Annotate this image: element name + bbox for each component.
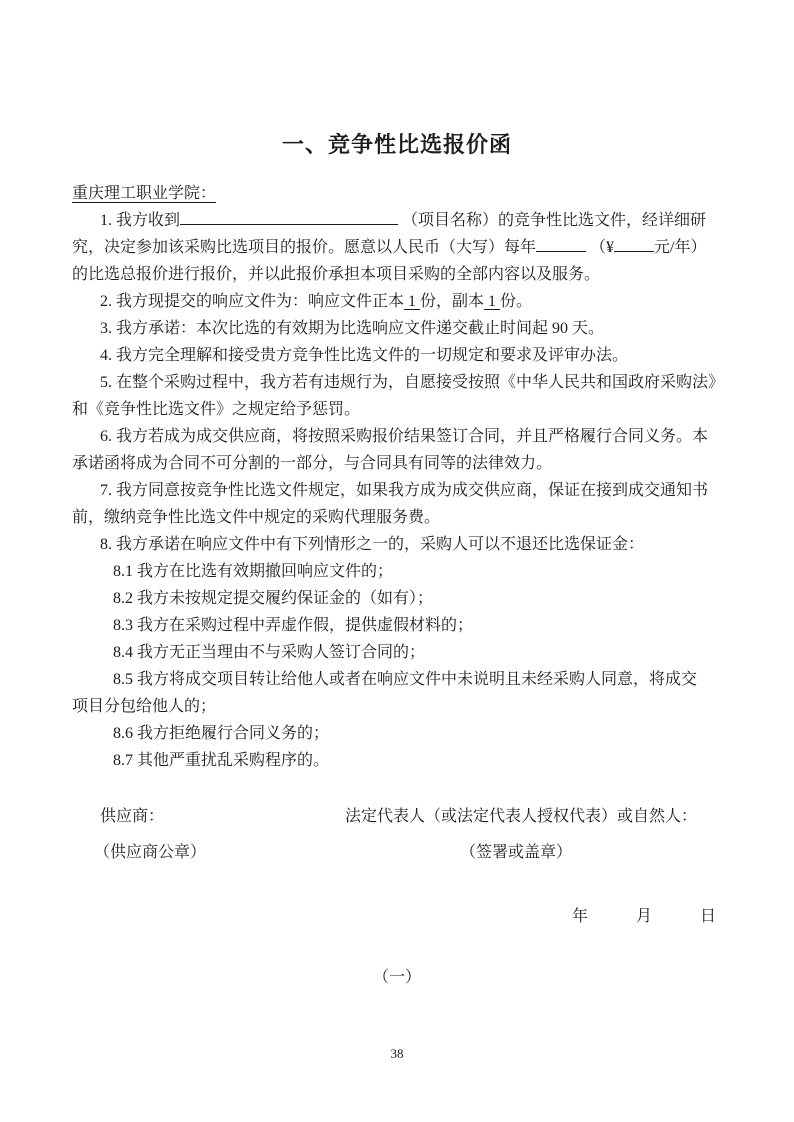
doc-line [72, 423, 722, 450]
text-run: 承诺函将成为合同不可分割的一部分，与合同具有同等的法律效力。 [72, 455, 553, 472]
doc-line [72, 666, 722, 693]
doc-line [72, 207, 722, 234]
doc-line [72, 261, 722, 288]
doc-line [72, 504, 722, 531]
text-run: （项目名称）的竞争性比选文件，经详细研 [398, 212, 707, 229]
sign-or-seal-label: （签署或盖章） [460, 844, 573, 861]
supplier-label: 供应商： [100, 808, 165, 825]
fill-in-blank [536, 235, 586, 252]
doc-line [72, 342, 722, 369]
text-run: 的比选总报价进行报价，并以此报价承担本项目采购的全部内容以及服务。 [72, 266, 601, 283]
doc-line [72, 639, 722, 666]
doc-line [72, 477, 722, 504]
doc-line [72, 234, 722, 261]
doc-line [72, 531, 722, 558]
text-run: 8.4 我方无正当理由不与采购人签订合同的； [113, 644, 426, 661]
legal-representative-label: 法定代表人（或法定代表人授权代表）或自然人： [345, 808, 698, 825]
text-run: 项目分包给他人的； [72, 698, 217, 715]
text-run: 元/年） [654, 239, 707, 256]
text-run: 份，副本 [420, 293, 485, 310]
text-run: 和《竞争性比选文件》之规定给予惩罚。 [72, 401, 361, 418]
doc-line [72, 396, 722, 423]
text-run: 6. 我方若成为成交供应商，将按照采购报价结果签订合同，并且严格履行合同义务。本 [100, 428, 709, 445]
text-run: 1. 我方收到 [100, 212, 181, 229]
fill-in-blank [180, 208, 398, 225]
signature-row-2 [72, 842, 722, 864]
date-line: 年 月 日 [571, 908, 716, 925]
doc-line [72, 288, 722, 315]
doc-line [72, 315, 722, 342]
underlined-value: 1 [404, 293, 421, 310]
text-run: 8.2 我方未按规定提交履约保证金的（如有）； [113, 590, 434, 607]
doc-line [72, 585, 722, 612]
text-run: 究，决定参加该采购比选项目的报价。愿意以人民币（大写）每年 [72, 239, 537, 256]
fill-in-blank [614, 235, 654, 252]
text-run: 8.6 我方拒绝履行合同义务的； [113, 725, 330, 742]
text-run: 8. 我方承诺在响应文件中有下列情形之一的，采购人可以不退还比选保证金： [100, 536, 645, 553]
signature-row-1 [72, 806, 722, 828]
text-run: 8.1 我方在比选有效期撤回响应文件的； [113, 563, 394, 580]
text-run: 8.5 我方将成交项目转让给他人或者在响应文件中未说明且未经采购人同意，将成交 [113, 671, 698, 688]
page-title: 一、竞争性比选报价函 [281, 132, 512, 157]
text-run: 8.3 我方在采购过程中弄虚作假，提供虚假材料的； [113, 617, 474, 634]
doc-line [72, 720, 722, 747]
text-run: 7. 我方同意按竞争性比选文件规定，如果我方成为成交供应商，保证在接到成交通知书 [100, 482, 709, 499]
footer-section-mark: （一） [372, 969, 421, 986]
salutation: 重庆理工职业学院： [72, 185, 217, 202]
doc-line [72, 450, 722, 477]
underlined-value: 1 [484, 293, 501, 310]
text-run: （¥ [586, 239, 615, 256]
text-run: 份。 [500, 293, 533, 310]
doc-line [72, 693, 722, 720]
text-run: 2. 我方现提交的响应文件为：响应文件正本 [100, 293, 405, 310]
doc-line [72, 369, 725, 396]
text-run: 4. 我方完全理解和接受贵方竞争性比选文件的一切规定和要求及评审办法。 [100, 347, 629, 364]
doc-line [72, 612, 722, 639]
text-run: 8.7 其他严重扰乱采购程序的。 [113, 752, 330, 769]
supplier-seal-label: （供应商公章） [94, 844, 207, 861]
text-run: 3. 我方承诺：本次比选的有效期为比选响应文件递交截止时间起 90 天。 [100, 320, 605, 337]
doc-line [72, 558, 722, 585]
doc-line [72, 747, 722, 774]
text-run: 5. 在整个采购过程中，我方若有违规行为，自愿接受按照《中华人民共和国政府采购法》 [100, 374, 725, 391]
document-body [72, 207, 725, 774]
page-number: 38 [390, 1046, 404, 1061]
text-run: 前，缴纳竞争性比选文件中规定的采购代理服务费。 [72, 509, 441, 526]
